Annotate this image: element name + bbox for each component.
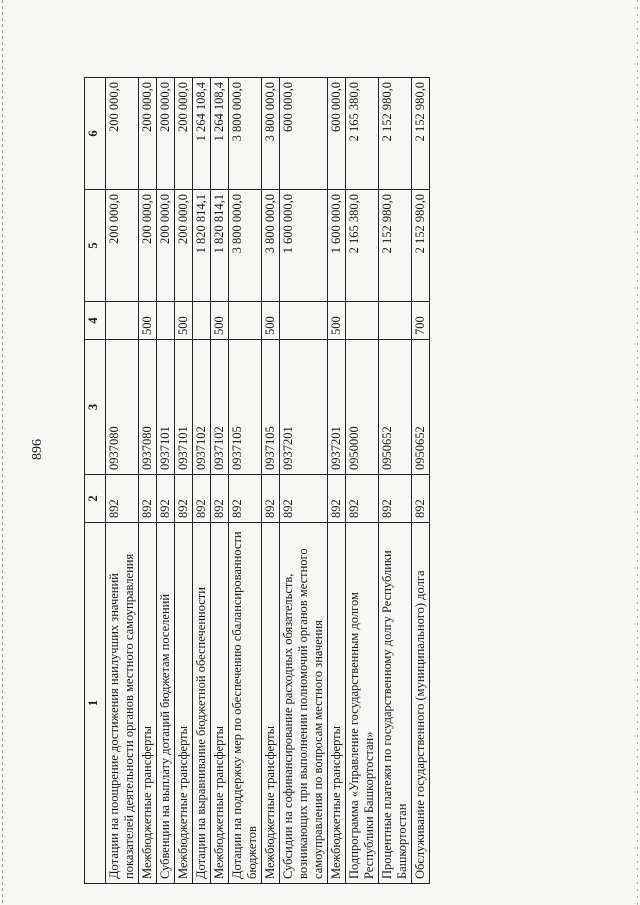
cell-amount-year-2: 1 264 108,4 [193,78,211,190]
table-row [280,78,328,884]
cell-admin-code: 892 [157,475,175,523]
cell-admin-code: 892 [106,475,139,523]
cell-name: Дотации на поддержку мер по обеспечению сбалансированности бюджетов [229,523,262,884]
cell-expense-type: 700 [412,302,430,340]
cell-amount-year-1: 2 152 980,0 [379,190,412,302]
cell-amount-year-1: 200 000,0 [175,190,193,302]
cell-name: Дотации на поощрение достижения наилучших значений показателей деятельности органов местного самоуправления [106,523,139,884]
cell-amount-year-2: 200 000,0 [106,78,139,190]
header-cell-1: 1 [85,523,106,884]
cell-amount-year-2: 200 000,0 [157,78,175,190]
cell-admin-code: 892 [280,475,328,523]
table-row [379,78,412,884]
cell-name: Межбюджетные трансферты [211,523,229,884]
cell-target-code: 0937101 [175,340,193,475]
cell-expense-type [280,302,328,340]
cell-amount-year-1: 2 152 980,0 [412,190,430,302]
cell-expense-type: 500 [139,302,157,340]
cell-amount-year-2: 3 800 000,0 [229,78,262,190]
table-row [139,78,157,884]
table-row [175,78,193,884]
header-cell-2: 2 [85,475,106,523]
cell-name: Межбюджетные трансферты [139,523,157,884]
cell-target-code: 0950652 [412,340,430,475]
table-row [193,78,211,884]
cell-name: Процентные платежи по государственному долгу Республики Башкортостан [379,523,412,884]
cell-amount-year-1: 1 600 000,0 [280,190,328,302]
cell-name: Субсидии на софинансирование расходных обязательств, возникающих при выполнении полномочий органов местного самоуправления по вопросам местного значения [280,523,328,884]
cell-admin-code: 892 [412,475,430,523]
cell-target-code: 0937105 [262,340,280,475]
header-row [85,78,106,884]
cell-target-code: 0937105 [229,340,262,475]
cell-expense-type [379,302,412,340]
cell-name: Обслуживание государственного (муниципального) долга [412,523,430,884]
cell-expense-type [106,302,139,340]
cell-target-code: 0950652 [379,340,412,475]
cell-admin-code: 892 [346,475,379,523]
table-row [106,78,139,884]
cell-expense-type [193,302,211,340]
cell-amount-year-1: 3 800 000,0 [262,190,280,302]
cell-name: Субвенции на выплату дотаций бюджетам поселений [157,523,175,884]
table-container [84,78,551,884]
cell-expense-type: 500 [211,302,229,340]
cell-target-code: 0937102 [211,340,229,475]
cell-amount-year-2: 3 800 000,0 [262,78,280,190]
cell-amount-year-1: 1 820 814,1 [211,190,229,302]
cell-amount-year-1: 1 820 814,1 [193,190,211,302]
cell-amount-year-2: 600 000,0 [280,78,328,190]
cell-admin-code: 892 [211,475,229,523]
cell-amount-year-1: 200 000,0 [157,190,175,302]
table-row [262,78,280,884]
cell-amount-year-1: 3 800 000,0 [229,190,262,302]
cell-amount-year-2: 2 152 980,0 [379,78,412,190]
cell-expense-type [346,302,379,340]
table-row [346,78,379,884]
cell-target-code: 0937080 [139,340,157,475]
cell-target-code: 0937101 [157,340,175,475]
header-cell-4: 4 [85,302,106,340]
cell-amount-year-1: 1 600 000,0 [328,190,346,302]
scan-edge-right [637,0,638,905]
cell-name: Подпрограмма «Управление государственным долгом Республики Башкортостан» [346,523,379,884]
cell-admin-code: 892 [229,475,262,523]
cell-admin-code: 892 [175,475,193,523]
cell-name: Межбюджетные трансферты [328,523,346,884]
page-number: 896 [30,439,45,460]
cell-target-code: 0950000 [346,340,379,475]
budget-table [84,77,430,884]
rotated-table-frame [84,78,551,884]
cell-amount-year-1: 2 165 380,0 [346,190,379,302]
header-cell-5: 5 [85,190,106,302]
cell-admin-code: 892 [262,475,280,523]
cell-expense-type [157,302,175,340]
cell-target-code: 0937201 [328,340,346,475]
cell-target-code: 0937080 [106,340,139,475]
cell-amount-year-2: 200 000,0 [139,78,157,190]
table-row [157,78,175,884]
cell-expense-type: 500 [328,302,346,340]
cell-amount-year-1: 200 000,0 [139,190,157,302]
cell-expense-type [229,302,262,340]
cell-target-code: 0937102 [193,340,211,475]
header-cell-3: 3 [85,340,106,475]
cell-expense-type: 500 [262,302,280,340]
scan-edge-left [2,0,3,905]
cell-amount-year-2: 2 165 380,0 [346,78,379,190]
table-row [412,78,430,884]
cell-admin-code: 892 [328,475,346,523]
table-row [328,78,346,884]
cell-amount-year-2: 1 264 108,4 [211,78,229,190]
cell-amount-year-2: 2 152 980,0 [412,78,430,190]
cell-target-code: 0937201 [280,340,328,475]
cell-amount-year-1: 200 000,0 [106,190,139,302]
cell-name: Межбюджетные трансферты [175,523,193,884]
cell-name: Межбюджетные трансферты [262,523,280,884]
table-row [229,78,262,884]
cell-admin-code: 892 [193,475,211,523]
cell-admin-code: 892 [379,475,412,523]
cell-expense-type: 500 [175,302,193,340]
cell-amount-year-2: 200 000,0 [175,78,193,190]
cell-name: Дотации на выравнивание бюджетной обеспеченности [193,523,211,884]
cell-admin-code: 892 [139,475,157,523]
header-cell-6: 6 [85,78,106,190]
cell-amount-year-2: 600 000,0 [328,78,346,190]
table-row [211,78,229,884]
